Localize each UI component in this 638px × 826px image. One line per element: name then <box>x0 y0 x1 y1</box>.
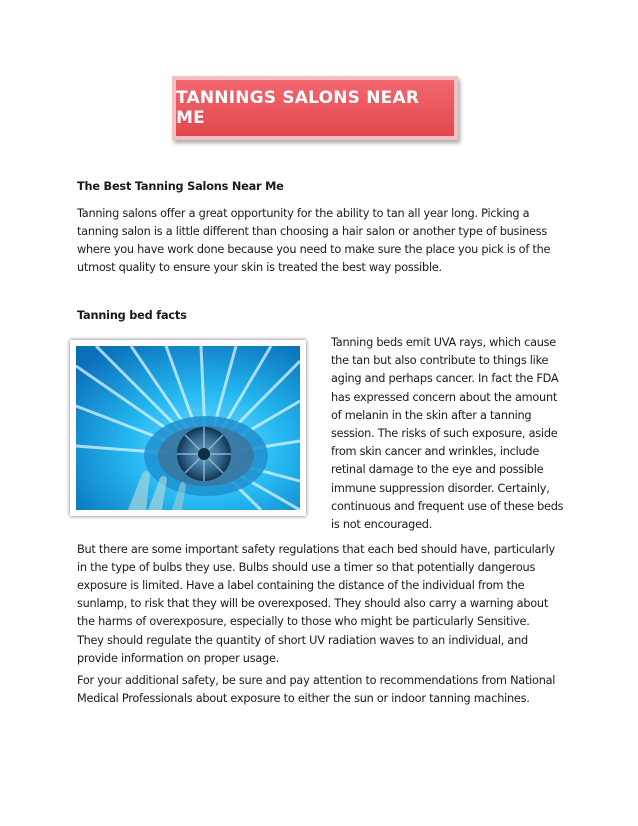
section-heading-best-salons: The Best Tanning Salons Near Me <box>77 180 284 193</box>
title-banner <box>172 76 458 140</box>
safety-regulations-paragraph: But there are some important safety regulations that each bed should have, particularly in the type of bulbs they use. Bulbs should use a timer so that potentially dangerous exposure is limited. Have a label containing the distance of the individual from the sunlamp, to risk that they will be overexposed. They should also carry a warning about the harms of overexposure, especially to those who might be particularly Sensitive. <box>77 543 555 628</box>
section-heading-bed-facts: Tanning bed facts <box>77 309 187 322</box>
bed-facts-side-text: Tanning beds emit UVA rays, which cause the tan but also contribute to things like aging and perhaps cancer. In fact the FDA has expressed concern about the amount of melanin in the skin after a tanning session. The risks of such exposure, aside from skin cancer and wrinkles, include retinal damage to the eye and possible immune suppression disorder. Certainly, continuous and frequent use of these beds is not encouraged. <box>331 336 564 532</box>
tanning-bed-photo <box>76 346 300 510</box>
uv-regulation-paragraph: They should regulate the quantity of short UV radiation waves to an individual, and provide information on proper usage. <box>77 634 528 665</box>
additional-safety-paragraph: For your additional safety, be sure and pay attention to recommendations from National Medical Professionals about exposure to either the sun or indoor tanning machines. <box>77 674 556 705</box>
banner-title: TANNINGS SALONS NEAR ME <box>176 88 420 128</box>
intro-paragraph: Tanning salons offer a great opportunity for the ability to tan all year long. Picking a tanning salon is a little different than choosing a hair salon or another type of business where you have work done because you need to make sure the place you pick is of the utmost quality to ensure your skin is treated the best way possible. <box>77 207 551 274</box>
tanning-bed-image <box>70 340 306 516</box>
